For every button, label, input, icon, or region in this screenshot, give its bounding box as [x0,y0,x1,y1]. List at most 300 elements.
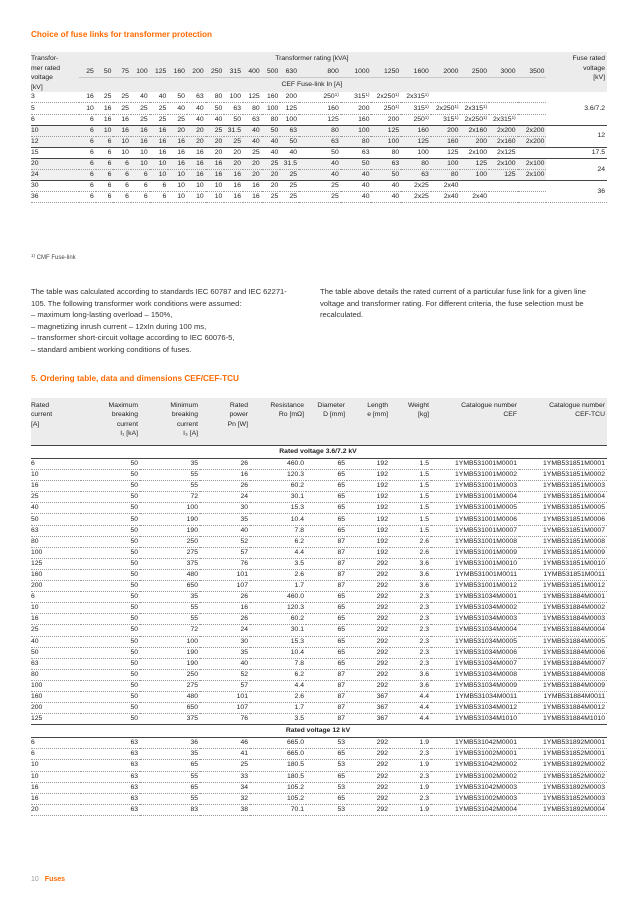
rated-power-cell: 26 [200,614,250,625]
max-breaking-current-cell: 50 [81,536,140,547]
fuse-current-cell: 2x200 [518,136,547,147]
resistance-cell: 4.4 [250,680,306,691]
rated-power-cell: 107 [200,581,250,592]
fuse-rated-voltage-header: Fuse rated voltage [kV] [572,55,605,82]
fuse-current-cell: 2x250$^{1)}$ [371,92,401,103]
catalogue-cef-cell: 1YMB531042M0003 [431,782,519,793]
weight-cell: 2.3 [390,614,431,625]
fuse-current-cell: 20 [224,158,243,169]
fuse-current-cell: 20 [243,158,262,169]
ordering-row [31,536,607,547]
ordering-column-header [519,398,607,446]
voltage-cell: 30 [31,181,79,192]
rated-current-cell: 40 [31,636,81,647]
fuse-current-cell: 25 [299,192,341,203]
kva-header-cell: 25 [79,66,95,78]
fuse-current-cell: 40 [262,136,281,147]
length-cell: 292 [347,658,390,669]
rated-power-cell: 101 [200,691,250,702]
ordering-row [31,703,607,714]
ordering-column-header [390,398,431,446]
diameter-cell: 65 [306,614,347,625]
catalogue-cef-tcu-cell: 1YMB531884M0006 [519,647,607,658]
fuse-current-cell: 63 [401,170,431,181]
length-cell: 292 [347,738,390,749]
length-cell: 292 [347,760,390,771]
rated-power-cell: 26 [200,481,250,492]
diameter-cell: 87 [306,669,347,680]
diameter-cell: 53 [306,782,347,793]
fuse-current-cell: 6 [150,181,169,192]
catalogue-cef-cell: 1YMB531034M0007 [431,658,519,669]
resistance-cell: 10.4 [250,647,306,658]
ordering-row [31,658,607,669]
fuse-current-cell: 6 [131,192,150,203]
fuse-rated-voltage-cell: 17.5 [546,147,607,158]
rated-power-cell: 16 [200,470,250,481]
catalogue-cef-cell: 1YMB531001M0009 [431,547,519,558]
fuse-current-cell: 50 [280,136,299,147]
header-line: Catalogue number [549,402,605,409]
fuse-current-cell: 250$^{1)}$ [371,103,401,114]
ordering-row [31,492,607,503]
max-breaking-current-cell: 50 [81,658,140,669]
calculation-notes [31,286,301,356]
fuse-current-cell: 6 [79,147,95,158]
fuse-row [31,170,607,181]
diameter-cell: 87 [306,714,347,725]
rated-current-cell: 6 [31,459,81,470]
length-cell: 192 [347,459,390,470]
fuse-current-cell: 2x315$^{1)}$ [489,114,518,125]
rated-current-cell: 20 [31,804,81,815]
ordering-row [31,581,607,592]
length-cell: 192 [347,547,390,558]
rated-power-cell: 38 [200,804,250,815]
min-breaking-current-cell: 65 [140,760,200,771]
fuse-current-cell: 10 [113,147,131,158]
catalogue-cef-tcu-cell: 1YMB531884M0011 [519,691,607,702]
fuse-current-cell: 6 [79,114,95,125]
header-line: breaking [111,411,138,419]
min-breaking-current-cell: 375 [140,558,200,569]
min-breaking-current-cell: 375 [140,714,200,725]
fuse-current-cell: 6 [150,192,169,203]
max-breaking-current-cell: 50 [81,625,140,636]
voltage-cell: 12 [31,136,79,147]
ordering-column-header [140,398,200,446]
kva-header-cell: 160 [168,66,187,78]
min-breaking-current-cell: 55 [140,603,200,614]
fuse-current-cell: 160 [262,92,281,103]
length-cell: 292 [347,793,390,804]
fuse-current-cell: 50 [168,92,187,103]
fuse-current-cell: 16 [187,170,206,181]
resistance-cell: 460.0 [250,459,306,470]
fuse-current-cell: 25 [280,170,299,181]
fuse-current-cell: 40 [150,92,169,103]
max-breaking-current-cell: 63 [81,738,140,749]
fuse-current-cell: 2x100 [518,170,547,181]
fuse-current-cell: 31.5 [280,158,299,169]
weight-cell: 3.6 [390,581,431,592]
min-breaking-current-cell: 55 [140,793,200,804]
fuse-current-cell: 40 [371,181,401,192]
catalogue-cef-tcu-cell: 1YMB531851M0010 [519,558,607,569]
ordering-column-header [431,398,519,446]
length-cell: 192 [347,481,390,492]
kva-header-cell: 800 [299,66,341,78]
fuse-current-cell: 40 [187,114,206,125]
diameter-cell: 65 [306,525,347,536]
resistance-cell: 15.3 [250,503,306,514]
weight-cell: 4.4 [390,703,431,714]
weight-cell: 1.5 [390,470,431,481]
rated-power-cell: 52 [200,669,250,680]
weight-cell: 1.9 [390,782,431,793]
rated-power-cell: 24 [200,625,250,636]
min-breaking-current-cell: 72 [140,492,200,503]
diameter-cell: 87 [306,581,347,592]
diameter-cell: 87 [306,703,347,714]
fuse-current-cell: 6 [113,181,131,192]
header-line: Diameter [317,402,345,409]
resistance-cell: 105.2 [250,793,306,804]
catalogue-cef-cell: 1YMB531034M0009 [431,680,519,691]
fuse-current-cell: 10 [168,170,187,181]
fuse-current-cell: 25 [206,125,225,136]
rated-current-cell: 10 [31,603,81,614]
rated-power-cell: 101 [200,569,250,580]
header-line: Rated [31,402,50,409]
ordering-row [31,669,607,680]
catalogue-cef-tcu-cell: 1YMB531884M0009 [519,680,607,691]
catalogue-cef-tcu-cell: 1YMB531884M0003 [519,614,607,625]
fuse-current-cell: 100 [371,136,401,147]
fuse-current-cell: 125 [243,92,262,103]
fuse-link-subheader: CEF Fuse-link In [A] [281,81,343,89]
fuse-current-cell: 2x40 [460,192,489,203]
min-breaking-current-cell: 650 [140,581,200,592]
fuse-current-cell: 10 [187,181,206,192]
voltage-cell: 36 [31,192,79,203]
max-breaking-current-cell: 50 [81,680,140,691]
note-item: – transformer short-circuit voltage according to IEC 60076-5, [31,333,235,343]
fuse-rated-voltage-cell: 24 [546,158,607,180]
rated-power-cell: 40 [200,658,250,669]
diameter-cell: 87 [306,536,347,547]
resistance-cell: 7.8 [250,525,306,536]
kva-header-cell: 315 [224,66,243,78]
fuse-current-cell: 20 [168,125,187,136]
weight-cell: 3.6 [390,669,431,680]
ordering-row [31,470,607,481]
length-cell: 292 [347,647,390,658]
fuse-rated-voltage-cell: 3.6/7.2 [546,92,607,125]
ordering-row [31,603,607,614]
fuse-current-cell: 80 [371,147,401,158]
header-line: Ro [mΩ] [278,411,304,419]
fuse-current-cell: 10 [150,170,169,181]
length-cell: 192 [347,470,390,481]
rated-current-cell: 50 [31,647,81,658]
fuse-current-cell: 160 [299,103,341,114]
weight-cell: 2.3 [390,636,431,647]
resistance-cell: 3.5 [250,558,306,569]
fuse-current-cell: 40 [371,192,401,203]
fuse-current-cell: 16 [206,158,225,169]
fuse-current-cell: 16 [168,147,187,158]
resistance-cell: 4.4 [250,547,306,558]
rated-current-cell: 125 [31,714,81,725]
rated-voltage-label: Rated voltage 3.6/7.2 kV [31,446,607,459]
min-breaking-current-cell: 100 [140,503,200,514]
catalogue-cef-tcu-cell: 1YMB531884M0001 [519,592,607,603]
fuse-current-cell: 2x200 [489,125,518,136]
weight-cell: 2.3 [390,647,431,658]
fuse-current-cell: 2x315$^{1)}$ [460,103,489,114]
min-breaking-current-cell: 65 [140,782,200,793]
fuse-current-cell: 200 [280,92,299,103]
fuse-current-cell: 6 [96,192,114,203]
catalogue-cef-tcu-cell: 1YMB531851M0012 [519,581,607,592]
fuse-current-cell: 6 [113,170,131,181]
resistance-cell: 460.0 [250,592,306,603]
page-footer [31,876,65,883]
fuse-current-cell [518,92,547,103]
fuse-current-cell [489,181,518,192]
resistance-cell: 60.2 [250,481,306,492]
catalogue-cef-cell: 1YMB531034M0011 [431,691,519,702]
header-line: current [116,420,138,428]
ordering-header-row [31,398,607,446]
catalogue-cef-cell: 1YMB531034M0002 [431,603,519,614]
footnote: $^{1)}$ CMF Fuse-link [31,253,76,261]
resistance-cell: 120.3 [250,470,306,481]
fuse-current-cell: 16 [150,136,169,147]
fuse-current-cell: 2x40 [431,192,461,203]
ordering-row [31,782,607,793]
fuse-current-cell: 20 [243,170,262,181]
fuse-current-cell: 6 [79,158,95,169]
fuse-current-cell: 25 [243,147,262,158]
fuse-current-cell: 10 [131,158,150,169]
rated-voltage-row [31,446,607,459]
fuse-current-cell: 20 [206,147,225,158]
fuse-current-cell: 25 [299,181,341,192]
header-line: breaking [171,411,198,419]
fuse-current-cell: 10 [131,147,150,158]
max-breaking-current-cell: 50 [81,691,140,702]
kva-header-cell: 3500 [518,66,547,78]
voltage-cell: 24 [31,170,79,181]
diameter-cell: 65 [306,503,347,514]
ordering-column-header [306,398,347,446]
ordering-row [31,514,607,525]
kva-header-cell: 125 [150,66,169,78]
rated-current-cell: 10 [31,771,81,782]
fuse-current-cell [518,192,547,203]
header-line: Rated [229,402,248,409]
fuse-current-cell: 16 [96,114,114,125]
header-line: Maximum [108,402,138,409]
max-breaking-current-cell: 63 [81,782,140,793]
fuse-current-cell: 25 [96,92,114,103]
rated-power-cell: 52 [200,536,250,547]
fuse-current-cell: 6 [79,125,95,136]
rated-power-cell: 25 [200,760,250,771]
catalogue-cef-cell: 1YMB531034M0005 [431,636,519,647]
ordering-row [31,793,607,804]
rated-current-cell: 16 [31,481,81,492]
fuse-current-cell: 125 [371,125,401,136]
max-breaking-current-cell: 50 [81,569,140,580]
fuse-row [31,147,607,158]
ordering-row [31,592,607,603]
catalogue-cef-cell: 1YMB531042M0002 [431,760,519,771]
rated-power-cell: 16 [200,603,250,614]
weight-cell: 2.3 [390,793,431,804]
max-breaking-current-cell: 50 [81,714,140,725]
fuse-current-cell: 20 [187,125,206,136]
min-breaking-current-cell: 36 [140,738,200,749]
max-breaking-current-cell: 50 [81,669,140,680]
resistance-cell: 6.2 [250,536,306,547]
max-breaking-current-cell: 50 [81,492,140,503]
fuse-current-cell: 40 [243,125,262,136]
fuse-current-cell: 16 [96,103,114,114]
length-cell: 192 [347,492,390,503]
max-breaking-current-cell: 63 [81,760,140,771]
ordering-row [31,804,607,815]
rated-power-cell: 76 [200,714,250,725]
header-line: current [176,420,198,428]
footer-label: Fuses [44,876,66,883]
rated-current-cell: 50 [31,514,81,525]
min-breaking-current-cell: 275 [140,680,200,691]
header-line: Pn [W] [227,420,248,428]
header-line: Minimum [170,402,198,409]
ordering-table-title: 5. Ordering table, data and dimensions CEF/CEF-TCU [31,374,239,383]
kva-header-cell: 250 [206,66,225,78]
max-breaking-current-cell: 50 [81,514,140,525]
weight-cell: 1.9 [390,738,431,749]
header-line: [A] [31,420,40,428]
fuse-current-cell: 160 [341,114,372,125]
min-breaking-current-cell: 190 [140,658,200,669]
length-cell: 367 [347,691,390,702]
diameter-cell: 65 [306,658,347,669]
diameter-cell: 87 [306,680,347,691]
weight-cell: 2.3 [390,625,431,636]
length-cell: 192 [347,514,390,525]
fuse-current-cell: 16 [243,181,262,192]
length-cell: 292 [347,636,390,647]
max-breaking-current-cell: 50 [81,503,140,514]
fuse-current-cell [518,147,547,158]
fuse-current-cell: 20 [187,136,206,147]
length-cell: 192 [347,503,390,514]
fuse-current-cell: 16 [131,136,150,147]
max-breaking-current-cell: 50 [81,603,140,614]
fuse-row [31,158,607,169]
weight-cell: 2.3 [390,603,431,614]
fuse-current-cell: 40 [280,147,299,158]
fuse-current-cell: 16 [187,147,206,158]
max-breaking-current-cell: 50 [81,703,140,714]
catalogue-cef-tcu-cell: 1YMB531851M0003 [519,481,607,492]
catalogue-cef-cell: 1YMB531001M0008 [431,536,519,547]
max-breaking-current-cell: 50 [81,481,140,492]
catalogue-cef-tcu-cell: 1YMB531851M0005 [519,503,607,514]
fuse-current-cell: 50 [341,158,372,169]
weight-cell: 1.5 [390,525,431,536]
ordering-row [31,459,607,470]
resistance-cell: 7.8 [250,658,306,669]
resistance-cell: 30.1 [250,492,306,503]
fuse-current-cell: 80 [262,114,281,125]
resistance-cell: 105.2 [250,782,306,793]
ordering-row [31,547,607,558]
ordering-column-header [31,398,81,446]
rated-power-cell: 26 [200,592,250,603]
catalogue-cef-cell: 1YMB531042M0004 [431,804,519,815]
header-line: I₃ [A] [183,430,198,438]
diameter-cell: 65 [306,514,347,525]
weight-cell: 3.6 [390,680,431,691]
fuse-current-cell: 200 [341,103,372,114]
fuse-rated-voltage-cell: 12 [546,125,607,147]
length-cell: 292 [347,771,390,782]
kva-header-cell: 75 [113,66,131,78]
fuse-current-cell: 40 [341,170,372,181]
fuse-current-cell: 315$^{1)}$ [431,114,461,125]
weight-cell: 4.4 [390,691,431,702]
fuse-current-cell: 6 [79,192,95,203]
fuse-current-cell: 25 [280,192,299,203]
fuse-current-cell: 50 [224,114,243,125]
ordering-row [31,503,607,514]
fuse-current-cell: 25 [113,103,131,114]
fuse-current-cell: 63 [280,125,299,136]
fuse-current-cell: 40 [243,136,262,147]
diameter-cell: 87 [306,569,347,580]
note-item: – magnetizing inrush current – 12xIn during 100 ms, [31,321,207,331]
diameter-cell: 65 [306,749,347,760]
fuse-current-cell: 10 [206,192,225,203]
rated-power-cell: 30 [200,636,250,647]
note-item: – standard ambient working conditions of fuses. [31,344,192,354]
kva-header-row [31,66,607,78]
weight-cell: 3.6 [390,569,431,580]
fuse-current-cell: 16 [131,125,150,136]
diameter-cell: 87 [306,691,347,702]
rated-current-cell: 16 [31,782,81,793]
header-line: I₁ [kA] [120,430,138,438]
weight-cell: 1.9 [390,804,431,815]
fuse-current-cell: 80 [299,125,341,136]
resistance-cell: 1.7 [250,703,306,714]
rated-current-cell: 100 [31,547,81,558]
max-breaking-current-cell: 50 [81,558,140,569]
fuse-current-cell: 80 [341,136,372,147]
fuse-current-cell [518,103,547,114]
resistance-cell: 60.2 [250,614,306,625]
catalogue-cef-cell: 1YMB531034M0001 [431,592,519,603]
fuse-current-cell: 16 [113,125,131,136]
fuse-current-cell: 2x25 [401,192,431,203]
fuse-current-cell: 16 [79,92,95,103]
